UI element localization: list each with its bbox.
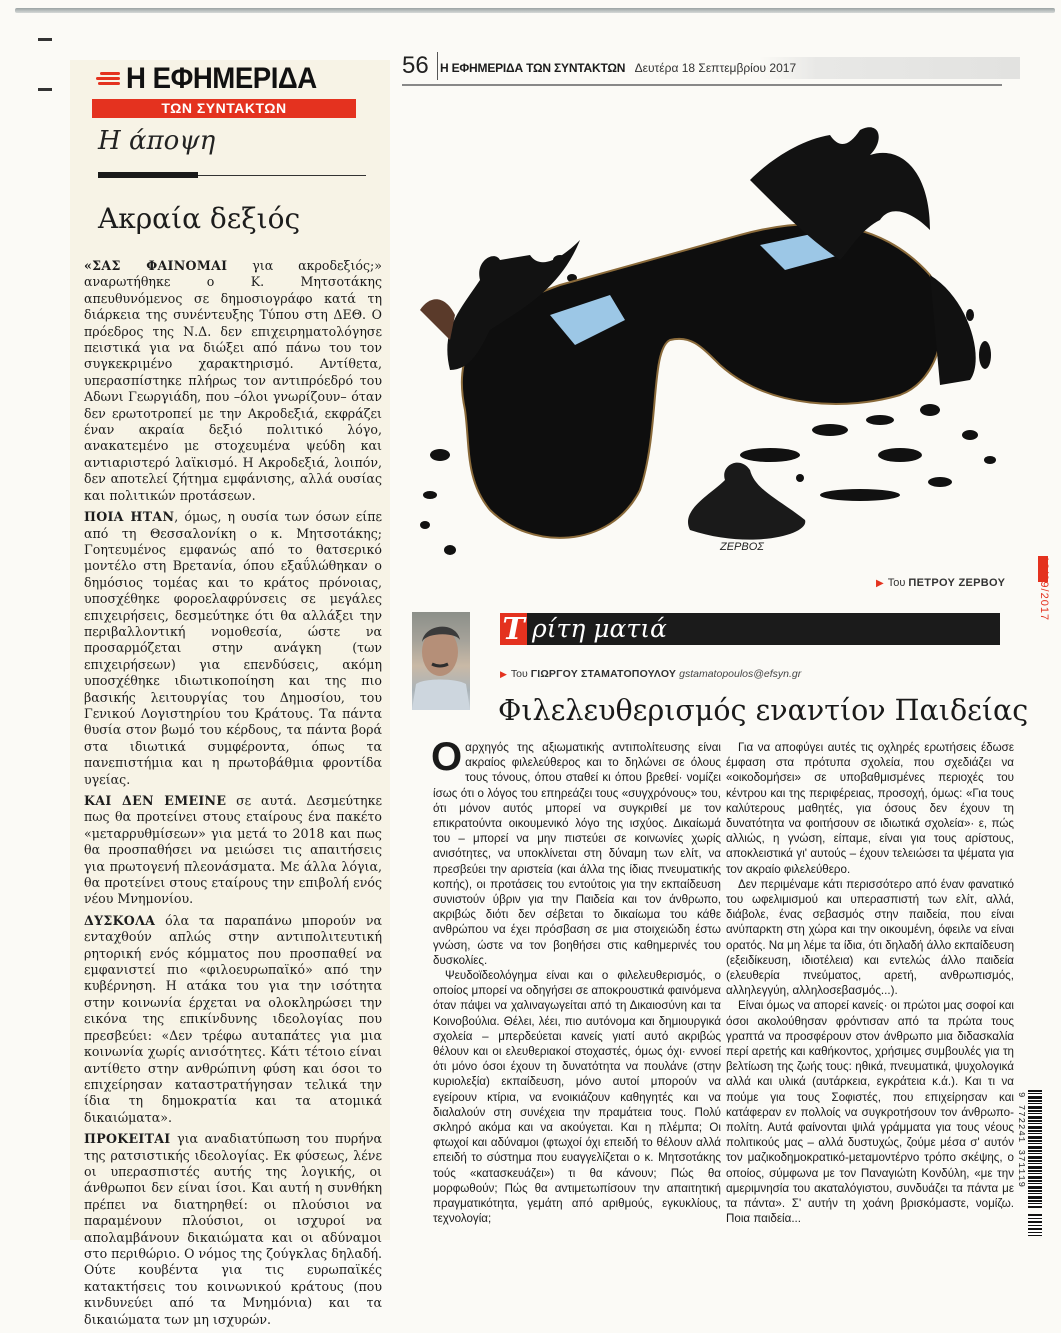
column-byline [500,668,801,680]
editorial-paragraph [84,258,382,504]
paragraph-lead: ΚΑΙ ΔΕΝ ΕΜΕΙΝΕ [84,793,227,808]
editorial-paragraph [84,509,382,788]
byline-email[interactable]: gstamatopoulos@efsyn.gr [679,668,802,680]
paragraph-text: για αναδιατύπωση του πυρήνα της ρατσιστικής ιδεολογίας. Εκ φύσεως, λένε οι υπερασπιστές αυτής της λογικής, οι άνθρωποι δεν είναι ίσοι. Και αυτή η συνθήκη πρέπει να διατηρηθεί: οι πλούσιοι να παραμένουν πλούσιοι, οι ισχυροί να απολαμβάνουν δικαιώματα και οι αδύναμοι στο περιθώριο. Ο νόμος της ζούγκλας δηλαδή. Ούτε κουβέντα για τις ευρωπαϊκές κατακτήσεις του κοινωνικού κράτους (που κινδυνεύει από τα Μνημόνια) και τα δικαιώματα των μη ισχυρών. [84,1131,382,1327]
running-head-publication: Η ΕΦΗΜΕΡΙΔΑ ΤΩΝ ΣΥΝΤΑΚΤΩΝ [440,61,626,75]
editorial-body [84,258,382,1333]
masthead-subtitle: ΤΩΝ ΣΥΝΤΑΚΤΩΝ [92,99,356,118]
editorial-paragraph [84,1131,382,1328]
section-rule-thick [98,172,198,178]
byline-prefix: Του [510,668,528,680]
masthead-title: Η ΕΦΗΜΕΡΙΔΑ [126,62,317,95]
paragraph-text: όλα τα παραπάνω μπορούν να ενταχθούν απλώς στην αντιπολιτευτική ρητορική ενός κόμματος που προσπαθεί να εμφανιστεί πιο «φιλοευρωπαϊκό» από την κυβέρνηση. Η ατάκα του για την ισότητα στην κοινωνία έρχεται να ολοκληρώσει την εικόνα της επικίνδυνης ιδεολογίας που πρεσβεύει: «Δεν τρέφω αυταπάτες για μια κοινωνία χωρίς ανισότητες. Κάτι τέτοιο είναι αντίθετο στην ανθρώπινη φύση και όσοι το επιχείρησαν καταστρατήγησαν τελικά την ίδια τη δημοκρατία και τα ατομικά δικαιώματα». [84,912,382,1125]
barcode-digits: 9 772241 371119 [1016,1092,1026,1189]
article-paragraph: Ψευδοϊδεολόγημα είναι και ο φιλελευθερισμός, ο οποίος μπορεί να οδηγήσει σε αποκρουστικά φαινόμενα όταν πάψει να χαλιναγωγείται από τη Δικαιοσύνη και τα Κοινοβούλια. Θέλει, λέει, πιο αυτόνομα και δημιουργικά σχολεία – μπερδεύεται κανείς γιατί αυτό ακριβώς θέλουν και οι ελευθεριακοί στοχαστές, όμως όχι· εννοεί ότι μόνο όσοι έχουν τη δυνατότητα να πουλάνε (στην κυριολεξία) εκπαίδευση, μόνο αυτοί μπορούν να εγείρουν κτίρια, να ενοικιάζουν καθηγητές και να διαλαλούν στη συνέχεια την πραμάτεια τους. Πολύ σκληρό ακόμα και να ακούγεται. Και η πλέμπα; Οι φτωχοί και αδύναμοι (φτωχοί όχι επειδή το θέλουν αλλά επειδή το σύστημα που ευαγγελίζεται ο κ. Μητσοτάκης τούς «κατασκευάζει») τι θα κάνουν; Πώς θα μορφωθούν; Πώς θα αντιμετωπίσουν την απαιτητική πραγματικότητα, γεμάτη από αριθμούς, εγκυκλίους, τεχνολογία; [433,969,721,1226]
side-date-text: 18/09/2017 [1038,556,1050,622]
editorial-cartoon [410,110,1020,580]
credit-name: ΠΕΤΡΟΥ ΖΕΡΒΟΥ [908,577,1006,589]
article-paragraph: Δεν περιμέναμε κάτι περισσότερο από έναν φανατικό του ωφελιμισμού και υπερασπιστή των ελίτ, αλλά, διάβολε, ένας σεβασμός στην παιδεία, που είναι ανύπαρκτη στη χώρα και την οικουμένη, όφειλε να είναι ορατός. Να μη λέμε τα ίδια, ότι δηλαδή άλλο εκπαίδευση (εξειδίκευση, ιδιοτέλεια) και εντελώς άλλο παιδεία (ελευθερία πνεύματος, αρετή, ανθρωπισμός, αλληλεγγύη, αλληλοσεβασμός...). [726,877,1015,998]
kicker-label: ρίτη ματιά [532,614,667,643]
editorial-headline: Ακραία δεξιός [98,202,301,235]
barcode-bars [1028,1090,1042,1208]
margin-mark [38,38,52,41]
header-rule [402,84,1002,86]
running-head-date: Δευτέρα 18 Σεπτεμβρίου 2017 [634,61,797,75]
cartoon-signature: ΖΕΡΒΟΣ [720,541,764,553]
article-title: Φιλελευθερισμός εναντίον Παιδείας [498,694,1029,727]
author-photo [412,612,470,710]
column-kicker [500,613,1000,645]
scan-edge [15,8,1055,13]
editorial-paragraph [84,913,382,1126]
credit-prefix: Του [887,577,906,589]
side-date-tab [1036,556,1050,646]
drop-cap: Ο [431,735,463,779]
triangle-arrow-icon: ▶ [500,669,507,679]
article-paragraph: Για να αποφύγει αυτές τις οχληρές ερωτήσεις έδωσε έμφαση στα πρότυπα σχολεία, που σχεδιάζει να «οικοδομήσει» σε υποβαθμισμένες περιοχές του κέντρου και της περιφέρειας, προσοχή, όμως: «Για τους καλύτερους μαθητές, για όσους δεν έχουν τη δυνατότητα να φοιτήσουν σε ιδιωτικά σχολεία»· ε, πώς αλλιώς, η γνώση, είπαμε, είναι για τους αρίστους, αποκλειστικά γι' αυτούς – έχουν τελειώσει τα ψέματα για τον ακραίο φιλελεύθερο. [726,741,1014,876]
article-column-1 [431,735,721,1227]
paragraph-text: , όμως, η ουσία των όσων είπε από τη Θεσσαλονίκη ο κ. Μητσοτάκης; Γοητευμένος εμφανώς από το θατσερικό μοντέλο στη Βρετανία, όπου εξαΰλώθηκαν ο δημόσιος τομέας και το κράτος πρόνοιας, υποσχέθηκε φοροελαφρύνσεις σε μεγάλες επιχειρήσεις, δεσμεύτηκε ότι θα αλλάξει την περιβαλλοντική νομοθεσία, ώστε να προσαρμόζεται στην ανάγκη (των επιχειρήσεων) για επενδύσεις, ακόμη υποσχέθηκε ιδιωτικοποίηση και της πιο βασικής λειτουργίας του Δημοσίου, του Γενικού Λογιστηρίου του Κράτους. Τα πάντα θυσία στον βωμό του κέρδους, τα πάντα βορά στα ιδιωτικά συμφέροντα, όπως τα πανεπιστήμια και η πρωτοβάθμια φροντίδα υγείας. [84,509,382,787]
triangle-arrow-icon: ▶ [876,578,884,589]
article-column-2 [726,740,1014,1227]
barcode-addon-bars [1028,1214,1042,1236]
cartoon-illustration [410,110,1020,580]
barcode [1018,1090,1044,1236]
paragraph-lead: ΠΟΙΑ ΗΤΑΝ [84,509,175,525]
article-paragraph [431,735,721,968]
running-head [440,57,1020,79]
paragraph-lead: ΠΡΟΚΕΙΤΑΙ [84,1131,171,1147]
paragraph-text: σε αυτά. Δεσμεύτηκε πως θα προτείνει στους εταίρους ένα πακέτο «μεταρρυθμίσεων» για μετά το 2018 και πως θα προσπαθήσει να μειώσει τις απαιτήσεις για πρωτογενή πλεονάσματα. Με άλλα λόγια, θα προτείνει στους εταίρους την επιβολή ενός νέου Μνημονίου. [84,793,382,907]
editorial-paragraph [84,793,382,908]
portrait-image [412,612,470,710]
paragraph-text: αρχηγός της αξιωματικής αντιπολίτευσης είναι ακραίος φιλελεύθερος και το δηλώνει σε όλους τους τόνους, όπου σταθεί κι όπου βρεθεί· νομίζει ίσως ότι ο λόγος του επηρεάζει τους «συγχρόνους» του, ότι μόνον αυτός μπορεί να συγκριθεί με τον επικρατούντα οικουμενικό λόγο της ισχύος. Δικαίωμά του – μπορεί να μην πιστεύει σε κοινωνίες χωρίς ανισότητες, να υποκλίνεται στη δύναμη των ελίτ, να πρεσβεύει την αριστεία (και άλλα της ίδιας πνευματικής κοπής), οι προτάσεις του εντούτοις για την εκπαίδευση συνιστούν ύβριν για την Παιδεία και τον άνθρωπο, ακριβώς διότι δεν σέβεται το δικαίωμα του κάθε ανθρώπου να έχει πρόσβαση σε μια στοιχειώδη έστω γνώση, ώστε να τον βοηθήσει στις καθημερινές του δυσκολίες. [433,741,721,967]
page-number: 56 [402,52,438,80]
paragraph-lead: «ΣΑΣ ΦΑΙΝΟΜΑΙ [84,258,228,273]
article-paragraph: Είναι όμως να απορεί κανείς· οι πρώτοι μας σοφοί και όσοι ακολούθησαν φρόντισαν από τα πρώτα τους γραπτά να προσφέρουν στον άνθρωπο μια διδασκαλία περί αρετής και καθήκοντος, χρήσιμες συμβουλές για τη βελτίωση της ζωής τους: ηθικά, πνευματικά, ψυχολογικά αλλά και υλικά (αυτάρκεια, εγκράτεια κ.ά.). Και τι να πούμε για τους Σοφιστές, που επιχείρησαν και κατάφεραν εν πολλοίς να συγκροτήσουν τον άνθρωπο-πολίτη. Αυτά φαίνονται ψιλά γράμματα για τους νέους πολιτικούς μας – αλλά δυστυχώς, ζούμε μέσα σ' αυτόν τον μαζικοδημοκρατικό-μεταμοντέρνο τρόπο σκέψης, ο οποίος, σύμφωνα με τον Παναγιώτη Κονδύλη, «με την αμεριμνησία του ακαταλόγιστου, συνδυάζει τα πάντα με τα πάντα». Σ' αυτήν τη χοάνη βρισκόμαστε, νομίζω. Ποια παιδεία... [726,999,1014,1226]
masthead [70,60,390,116]
paragraph-text: για ακροδεξιός;» αναρωτήθηκε ο Κ. Μητσοτάκης απευθυνόμενος σε δημοσιογράφο κατά τη διάρκεια της συνέντευξης Τύπου στη ΔΕΘ. Ο πρόεδρος της Ν.Δ. δεν επιχειρηματολόγησε πειστικά για να διώξει από πάνω του τον συγκεκριμένο χαρακτηρισμό. Αντίθετα, υπερασπίστηκε πλήρως τον αντιπρόεδρό του Αδωνι Γεωργιάδη, που –όλοι γνωρίζουν– όταν δεν ερωτοτροπεί με την Ακροδεξιά, εκφράζει έναν ακραία δεξιό πολιτικό λόγο, ανακατεμένο με στοχευμένα ψεύδη και αντιαριστερό λαϊκισμό. Η Ακροδεξιά, λοιπόν, δεν αποτελεί ζήτημα εμφάνισης, αλλά ουσίας και πολιτικών προτάσεων. [84,258,383,503]
byline-author: ΓΙΩΡΓΟΥ ΣΤΑΜΑΤΟΠΟΥΛΟΥ [530,668,677,680]
speed-lines-icon [94,72,120,86]
paragraph-lead: ΔΥΣΚΟΛΑ [84,912,156,928]
cartoon-credit [876,577,1005,589]
section-label: Η άποψη [98,126,216,156]
kicker-initial: Τ [500,613,527,645]
section-rule-thin [198,175,366,176]
margin-mark [38,88,52,91]
